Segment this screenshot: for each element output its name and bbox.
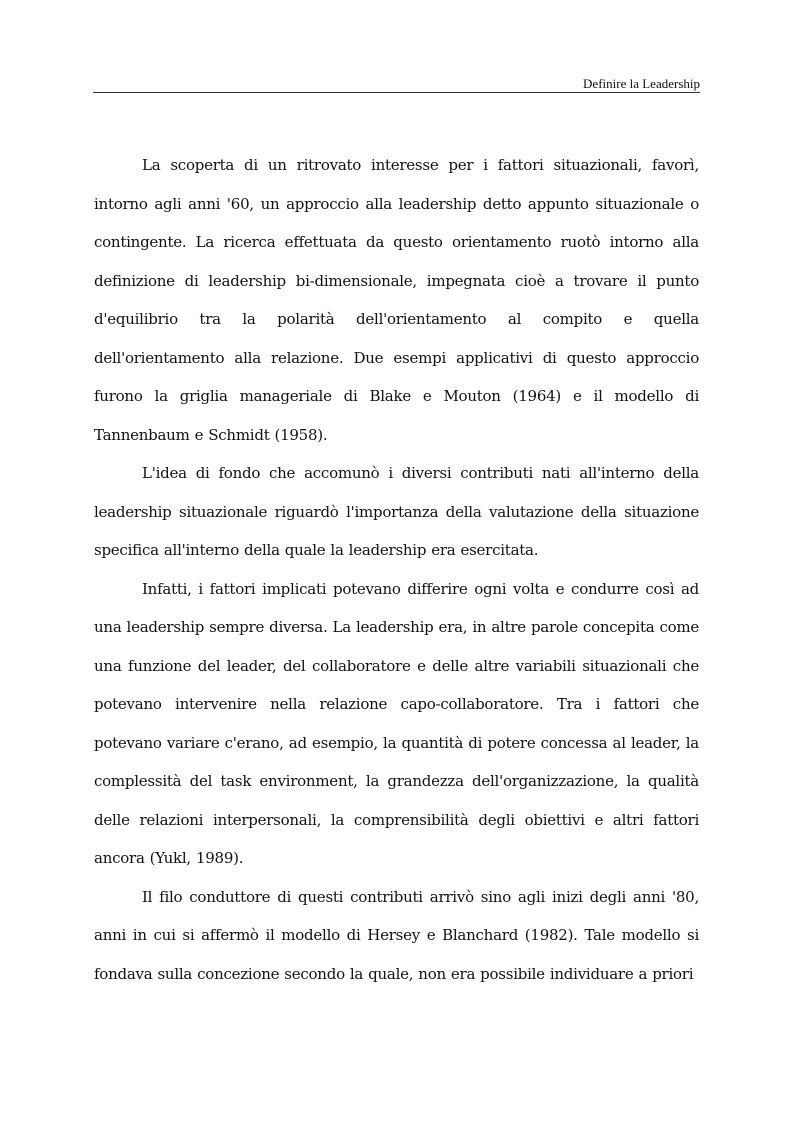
paragraph: L'idea di fondo che accomunò i diversi contributi nati all'interno della leadership situazionale riguardò l'importanza della valutazione della situazione specifica all'interno della quale la leadership era esercitata. (94, 464, 699, 559)
paragraph: Infatti, i fattori implicati potevano differire ogni volta e condurre così ad una leadership sempre diversa. La leadership era, in altre parole concepita come una funzione del leader, del collaboratore e delle altre variabili situazionali che potevano intervenire nella relazione capo-collaboratore. Tra i fattori che potevano variare c'erano, ad esempio, la quantità di potere concessa al leader, la complessità del task environment, la grandezza dell'organizzazione, la qualità delle relazioni interpersonali, la comprensibilità degli obiettivi e altri fattori ancora (Yukl, 1989). (94, 579, 699, 867)
paragraph: Il filo conduttore di questi contributi arrivò sino agli inizi degli anni '80, anni in cui si affermò il modello di Hersey e Blanchard (1982). Tale modello si fondava sulla concezione secondo la quale, non era possibile individuare a priori (94, 887, 699, 983)
paragraph: La scoperta di un ritrovato interesse per i fattori situazionali, favorì, intorno agli anni '60, un approccio alla leadership detto appunto situazionale o contingente. La ricerca effettuata da questo orientamento ruotò intorno alla definizione di leadership bi-dimensionale, impegnata cioè a trovare il punto d'equilibrio tra la polarità dell'orientamento al compito e quella dell'orientamento alla relazione. Due esempi applicativi di questo approccio furono la griglia manageriale di Blake e Mouton (1964) e il modello di Tannenbaum e Schmidt (1958). (94, 156, 699, 444)
page-header (93, 74, 700, 93)
running-header-title: Definire la Leadership (583, 76, 700, 91)
body-text (94, 146, 699, 993)
